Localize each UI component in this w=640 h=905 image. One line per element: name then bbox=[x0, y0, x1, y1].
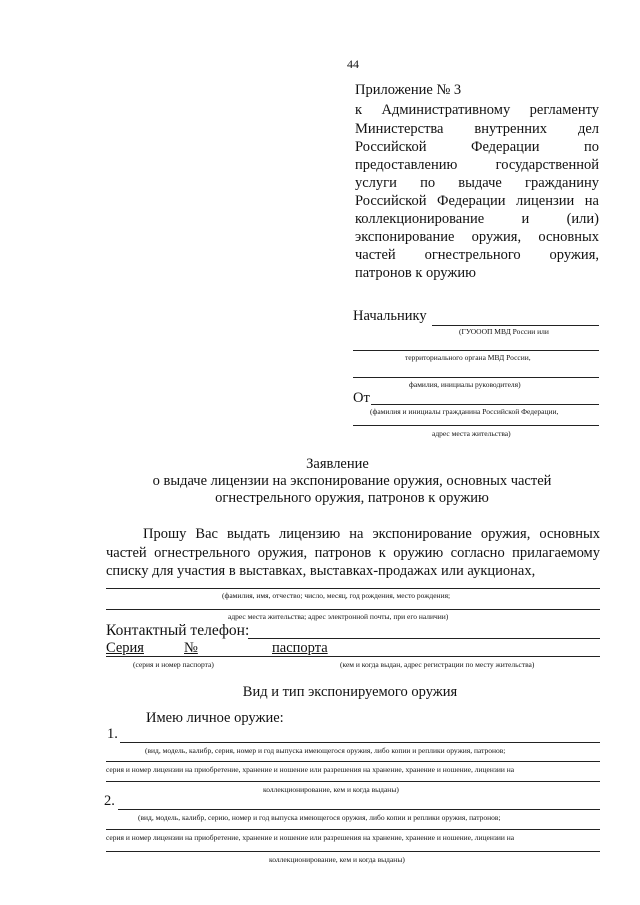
hint-guoop: (ГУОООП МВД России или bbox=[459, 327, 549, 336]
appendix-line: коллекционирование и (или) bbox=[355, 211, 599, 227]
item-hint: (вид, модель, калибр, серия, номер и год выпуска имеющегося оружия, либо копии и реплики оружия, патронов; bbox=[145, 746, 506, 755]
series-label: Серия bbox=[106, 640, 144, 656]
item-number: 1. bbox=[107, 726, 118, 742]
passport-label: паспорта bbox=[272, 640, 328, 656]
statement-title: Заявление bbox=[306, 456, 369, 472]
statement-subtitle: о выдаче лицензии на экспонирование оружия, основных частей bbox=[152, 473, 552, 489]
appendix-line: предоставлению государственной bbox=[355, 157, 599, 173]
hint-passport: (серия и номер паспорта) bbox=[133, 660, 214, 669]
appendix-line: Министерства внутренних дел bbox=[355, 121, 599, 137]
fio-field-line[interactable] bbox=[106, 588, 600, 589]
item-hint: (вид, модель, калибр, серию, номер и год выпуска имеющегося оружия, либо копии и реплики оружия, патронов; bbox=[138, 813, 501, 822]
item-field-line[interactable] bbox=[106, 761, 600, 762]
request-paragraph: частей огнестрельного оружия, патронов к оружию согласно прилагаемому bbox=[106, 545, 600, 561]
weapons-heading: Вид и тип экспонируемого оружия bbox=[242, 684, 458, 700]
appendix-line: экспонирование оружия, основных bbox=[355, 229, 599, 245]
from-field-line[interactable] bbox=[371, 404, 599, 405]
appendix-line: к Административному регламенту bbox=[355, 102, 599, 118]
hint-territorial: территориального органа МВД России, bbox=[405, 353, 531, 362]
appendix-line: патронов к оружию bbox=[355, 265, 476, 281]
territorial-field-line[interactable] bbox=[353, 350, 599, 351]
appendix-line: Российской Федерации лицензии на bbox=[355, 193, 599, 209]
item-hint: серия и номер лицензии на приобретение, хранение и ношение или разрешения на хранение, хранение и ношение, лицензии на bbox=[106, 765, 515, 774]
head-name-field-line[interactable] bbox=[353, 377, 599, 378]
item-field-line[interactable] bbox=[106, 851, 600, 852]
appendix-line: Российской Федерации по bbox=[355, 139, 599, 155]
item-field-line[interactable] bbox=[106, 781, 600, 782]
appendix-line: услуги по выдаче гражданину bbox=[355, 175, 599, 191]
statement-subtitle: огнестрельного оружия, патронов к оружию bbox=[215, 490, 489, 506]
request-paragraph: списку для участия в выставках, выставках-продажах или аукционах, bbox=[106, 563, 536, 579]
item-hint: серия и номер лицензии на приобретение, хранение и ношение или разрешения на хранение, хранение и ношение, лицензии на bbox=[106, 833, 515, 842]
item-field-line[interactable] bbox=[118, 809, 600, 810]
chief-label: Начальнику bbox=[353, 308, 427, 324]
item-field-line[interactable] bbox=[120, 742, 600, 743]
address-field-line[interactable] bbox=[353, 425, 599, 426]
appendix-title: Приложение № 3 bbox=[355, 82, 462, 98]
request-paragraph: Прошу Вас выдать лицензию на экспонирование оружия, основных bbox=[143, 526, 600, 542]
number-label: № bbox=[184, 640, 198, 656]
passport-field-line[interactable] bbox=[106, 656, 600, 657]
phone-field-line[interactable] bbox=[248, 638, 600, 639]
item-hint: коллекционирование, кем и когда выданы) bbox=[269, 855, 405, 864]
item-hint: коллекционирование, кем и когда выданы) bbox=[263, 785, 399, 794]
hint-issued: (кем и когда выдан, адрес регистрации по месту жительства) bbox=[340, 660, 535, 669]
hint-address-email: адрес места жительства; адрес электронной почты, при его наличии) bbox=[228, 612, 449, 621]
address-email-field-line[interactable] bbox=[106, 609, 600, 610]
chief-field-line[interactable] bbox=[432, 325, 599, 326]
from-label: От bbox=[353, 390, 370, 406]
appendix-line: частей огнестрельного оружия, bbox=[355, 247, 599, 263]
hint-from: (фамилия и инициалы гражданина Российской Федерации, bbox=[370, 407, 559, 416]
page-number: 44 bbox=[347, 57, 359, 71]
hint-address: адрес места жительства) bbox=[432, 429, 511, 438]
phone-label: Контактный телефон: bbox=[106, 622, 250, 639]
hint-fio: (фамилия, имя, отчество; число, месяц, год рождения, место рождения; bbox=[222, 591, 451, 600]
item-number: 2. bbox=[104, 793, 115, 809]
own-weapons-label: Имею личное оружие: bbox=[146, 710, 284, 726]
item-field-line[interactable] bbox=[106, 829, 600, 830]
hint-head-name: фамилия, инициалы руководителя) bbox=[409, 380, 521, 389]
